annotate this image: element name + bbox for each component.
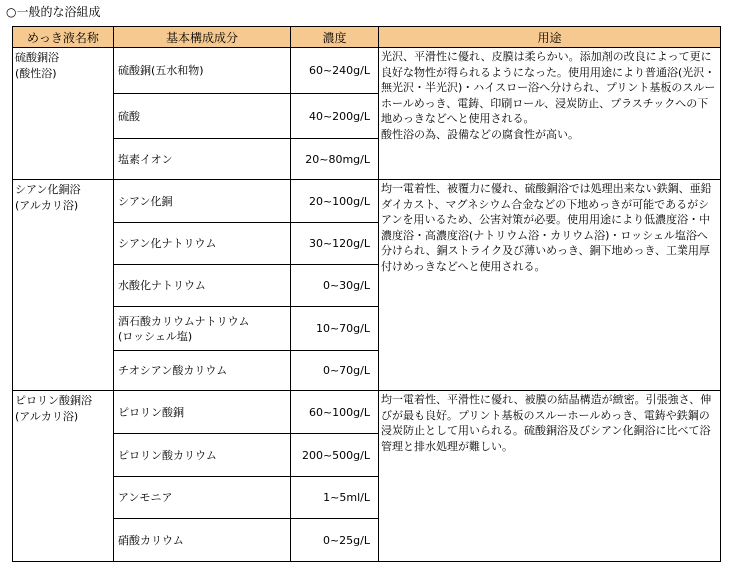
component-cell [114,223,291,265]
concentration-cell: 20~80mg/L [291,139,379,180]
component-cell [114,265,291,307]
component-name: 硫酸銅(五水和物) [118,64,204,77]
component-cell [114,391,291,434]
plating-bath-table [12,26,721,562]
usage-text: 酸性浴の為、設備などの腐食性が高い。 [381,127,579,141]
table-row [13,48,721,94]
header-component: 基本構成成分 [114,27,291,48]
usage-text: 均一電着性、被覆力に優れ、硫酸銅浴では処理出来ない鉄鋼、亜鉛ダイカスト、マグネシウム合金などの下地めっきが可能であるがシアンを用いるため、公害対策が必要。使用用途により低濃度浴・中濃度浴・高濃度浴(ナトリウム浴・カリウム浴)・ロッシェル塩浴へ分けられ、銅ストライク及び薄いめっき、銅下地めっき、工業用厚付けめっきなどへと使用される。 [381,182,712,273]
concentration-cell: 60~240g/L [291,48,379,94]
bath-name-cell [13,180,114,391]
usage-cell [379,180,721,391]
component-name: 塩素イオン [118,152,173,166]
component-name: ピロリン酸カリウム [118,448,217,462]
concentration-cell: 30~120g/L [291,223,379,265]
component-cell [114,351,291,391]
bath-name: 硫酸銅浴 [15,51,59,64]
component-cell [114,519,291,562]
concentration-cell: 0~30g/L [291,265,379,307]
concentration-cell: 10~70g/L [291,307,379,351]
concentration-cell: 40~200g/L [291,94,379,139]
component-name: ピロリン酸銅 [118,405,184,419]
concentration-cell: 60~100g/L [291,391,379,434]
concentration-cell: 1~5ml/L [291,477,379,519]
component-name: アンモニア [118,491,173,504]
bath-type: (アルカリ浴) [15,199,79,212]
bath-name-cell [13,48,114,180]
component-cell [114,139,291,180]
component-cell [114,434,291,477]
concentration-cell: 20~100g/L [291,180,379,223]
component-name: 酒石酸カリウムナトリウム [118,314,250,328]
bath-type: (酸性浴) [15,67,57,80]
concentration-cell: 200~500g/L [291,434,379,477]
component-cell [114,48,291,94]
component-cell [114,94,291,139]
component-name-alias: (ロッシェル塩) [118,329,193,343]
component-name: 硫酸 [118,109,140,123]
bath-name: シアン化銅浴 [15,183,81,196]
component-cell [114,307,291,351]
bath-type: (アルカリ浴) [15,410,79,423]
component-name: シアン化銅 [118,194,173,208]
component-cell [114,180,291,223]
usage-text: 均一電着性、平滑性に優れ、被膜の結晶構造が緻密。引張強さ、伸びが最も良好。プリント基板のスルーホールめっき、電鋳や鉄鋼の浸炭防止として用いられる。硫酸銅浴及びシアン化銅浴に比べて浴管理と排水処理が難しい。 [381,393,712,453]
component-name: 硝酸カリウム [118,533,184,547]
bath-name: ピロリン酸銅浴 [15,394,92,407]
usage-cell [379,391,721,562]
bath-name-cell [13,391,114,562]
component-name: チオシアン酸カリウム [118,364,228,377]
usage-text: 光沢、平滑性に優れ、皮膜は柔らかい。添加剤の改良によって更に良好な物性が得られるようになった。使用用途により普通浴(光沢・無光沢・半光沢)・ハイスロー浴へ分けられ、プリント基板のスルーホールめっき、電鋳、印刷ロール、浸炭防止、プラスチックへの下地めっきなどへと使用される。 [381,50,716,125]
component-name: 水酸化ナトリウム [118,279,206,292]
table-row [13,391,721,434]
component-cell [114,477,291,519]
header-concentration: 濃度 [291,27,379,48]
header-row [13,27,721,48]
component-name: シアン化ナトリウム [118,237,217,250]
concentration-cell: 0~70g/L [291,351,379,391]
header-usage: 用途 [379,27,721,48]
usage-cell [379,48,721,180]
concentration-cell: 0~25g/L [291,519,379,562]
page-heading: ○一般的な浴組成 [6,5,101,19]
table-row [13,180,721,223]
header-bath-name: めっき液名称 [13,27,114,48]
